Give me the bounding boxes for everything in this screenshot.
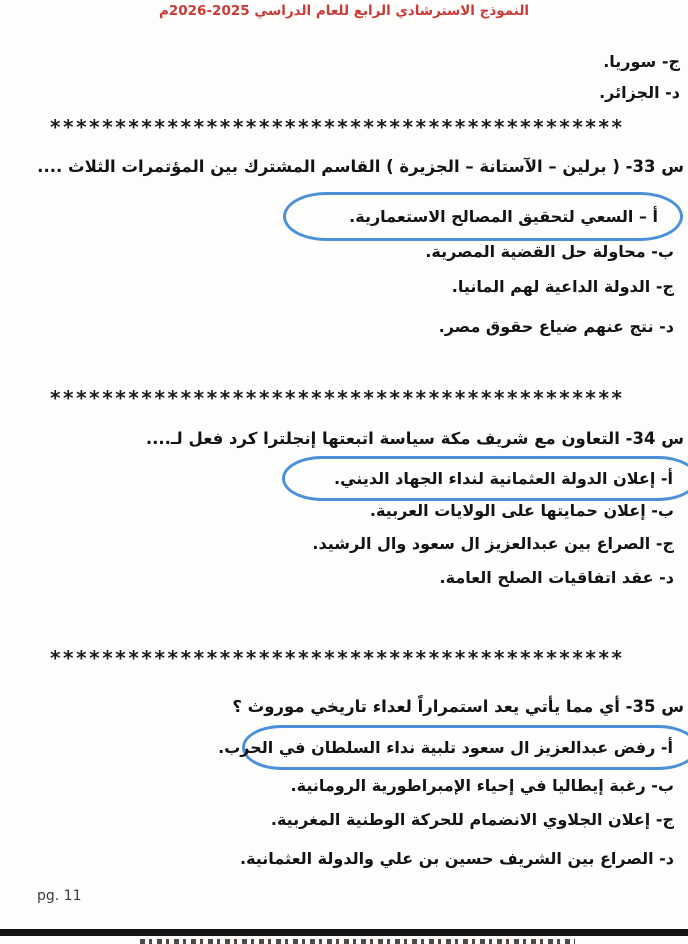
next-page-divider-bar <box>0 929 688 936</box>
question-34-answer-circle <box>282 456 688 501</box>
question-33-option-d: د- نتج عنهم ضياع حقوق مصر. <box>438 317 674 336</box>
question-34-option-a: أ- إعلان الدولة العثمانية لنداء الجهاد الديني. <box>334 469 673 488</box>
question-35-option-c: ج- إعلان الجلاوي الانضمام للحركة الوطنية المغربية. <box>270 810 674 829</box>
prev-question-option-d: د- الجزائر. <box>599 83 680 102</box>
question-34-option-b: ب- إعلان حمايتها على الولايات العربية. <box>369 501 674 520</box>
question-35-option-d: د- الصراع بين الشريف حسين بن علي والدولة العثمانية. <box>239 849 674 868</box>
question-33-option-c: ج- الدولة الداعية لهم المانيا. <box>451 277 674 296</box>
page-number: pg. 11 <box>37 888 82 904</box>
question-35-option-b: ب- رغبة إيطاليا في إحياء الإمبراطورية الرومانية. <box>290 776 674 795</box>
question-34-text: س 34- التعاون مع شريف مكة سياسة اتبعتها إنجلترا كرد فعل لـ.... <box>145 429 684 448</box>
question-33-option-a: أ – السعي لتحقيق المصالح الاستعمارية. <box>349 207 658 226</box>
question-33-option-b: ب- محاولة حل القضية المصرية. <box>425 242 674 261</box>
question-33-text: س 33- ( برلين – الآستانة – الجزيرة ) القاسم المشترك بين المؤتمرات الثلاث .... <box>37 157 684 176</box>
separator-stars: ******************************************** <box>50 646 625 670</box>
next-page-cropped-text <box>140 939 575 944</box>
separator-stars: ******************************************** <box>50 115 625 139</box>
page-title: النموذج الاسترشادي الرابع للعام الدراسي 2025‏-‏2026م <box>158 3 530 19</box>
question-33-answer-circle <box>283 192 683 241</box>
question-35-text: س 35- أي مما يأتي يعد استمراراً لعداء تاريخي موروث ؟ <box>232 697 684 716</box>
prev-question-option-c: ج- سوريا. <box>603 52 680 71</box>
separator-stars: ******************************************** <box>50 386 625 410</box>
question-35-option-a: أ- رفض عبدالعزيز ال سعود تلبية نداء السلطان في الحرب. <box>218 738 673 757</box>
question-34-option-d: د- عقد اتفاقيات الصلح العامة. <box>439 568 674 587</box>
question-34-option-c: ج- الصراع بين عبدالعزيز ال سعود وال الرشيد. <box>312 534 674 553</box>
question-35-answer-circle <box>218 725 688 770</box>
